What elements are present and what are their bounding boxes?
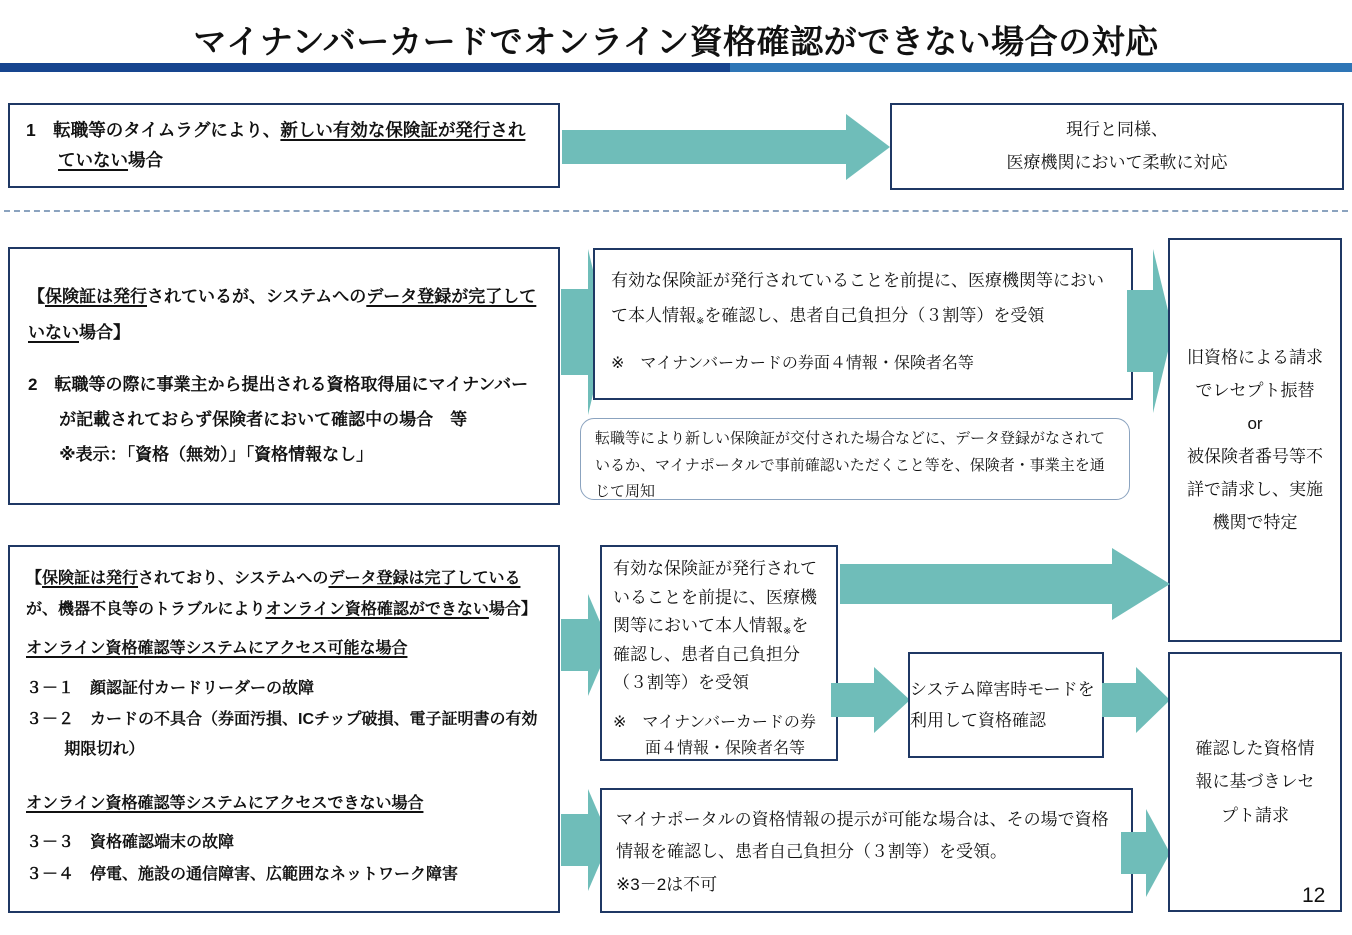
title-underline-bar — [0, 63, 1352, 72]
section-divider-dashed — [4, 210, 1348, 212]
arrow-body — [1102, 683, 1136, 717]
precheck-callout — [580, 418, 1130, 500]
arrow-fallback-to-result3 — [1102, 667, 1170, 733]
case3-item-3-4: ３－４ 停電、施設の通信障害、広範囲なネットワーク障害 — [26, 865, 459, 883]
action3b-box — [600, 788, 1133, 913]
arrow-head — [846, 114, 890, 180]
response1-text: 現行と同様、 医療機関において柔軟に対応 — [1006, 120, 1228, 172]
arrow-head — [874, 667, 910, 733]
case3-item-3-1: ３－１ 顔認証付カードリーダーの故障 — [26, 679, 315, 697]
result2-text: 旧資格による請求でレセプト振替 or 被保険者番号等不詳で請求し、実施機関で特定 — [1187, 347, 1323, 533]
arrow-head — [1136, 667, 1170, 733]
arrow-action3a-to-fallback — [831, 667, 910, 733]
action3b-note: ※3－2は不可 — [616, 874, 718, 894]
system-failure-mode-box — [908, 652, 1104, 758]
action2-text: 有効な保険証が発行されていることを前提に、医療機関等において本人情報$_※$を確認し、患者自己負担分（３割等）を受領 — [611, 271, 1104, 327]
case2-note: ※表示：「資格（無効）」「資格情報なし」 — [59, 445, 374, 465]
case3-item-3-2: ３－２ カードの不具合（券面汚損、ICチップ破損、電子証明書の有効期限切れ） — [26, 711, 538, 758]
action3a-box — [600, 545, 838, 761]
action3a-note: ※ マイナンバーカードの券面４情報・保険者名等 — [613, 713, 816, 757]
case2-heading: 【保険証は発行されているが、システムへのデータ登録が完了していない場合】 — [28, 287, 537, 342]
case3-box — [8, 545, 560, 913]
system-failure-mode-text: システム障害時モードを利用して資格確認 — [910, 679, 1095, 730]
arrow-action2-to-result2 — [1127, 249, 1173, 413]
arrow-body — [831, 683, 874, 717]
action2-note: ※ マイナンバーカードの券面４情報・保険者名等 — [611, 354, 974, 372]
result3-box — [1168, 652, 1342, 912]
arrow-body — [1121, 832, 1146, 874]
arrow-body — [1127, 290, 1153, 372]
action2-box — [593, 248, 1133, 400]
arrow-body — [561, 814, 588, 866]
arrow-head — [1112, 548, 1170, 620]
arrow-head — [1146, 809, 1170, 897]
arrow-case1-to-response1 — [562, 114, 890, 180]
case3-subcase-a-heading: オンライン資格確認等システムにアクセス可能な場合 — [26, 640, 408, 658]
case1-box — [8, 103, 560, 188]
arrow-body — [561, 619, 588, 671]
case3-item-3-3: ３－３ 資格確認端末の故障 — [26, 833, 235, 851]
result2-box — [1168, 238, 1342, 642]
arrow-body — [840, 564, 1112, 604]
precheck-callout-text: 転職等により新しい保険証が交付された場合などに、データ登録がなされているか、マイナポータルで事前確認いただくこと等を、保険者・事業主を通じて周知 — [595, 430, 1106, 501]
case3-subcase-b-heading: オンライン資格確認等システムにアクセスできない場合 — [26, 794, 424, 812]
arrow-action3a-to-result2 — [840, 548, 1170, 620]
case1-text: 1 転職等のタイムラグにより、新しい有効な保険証が発行されていない場合 — [26, 119, 526, 170]
response1-box — [890, 103, 1344, 190]
page-number: 12 — [1302, 884, 1326, 907]
arrow-body — [562, 130, 846, 164]
arrow-action3b-to-result3 — [1121, 809, 1170, 897]
action3a-text: 有効な保険証が発行されていることを前提に、医療機関等において本人情報$_※$を確認し、患者自己負担分（３割等）を受領 — [613, 559, 817, 693]
slide-title: マイナンバーカードでオンライン資格確認ができない場合の対応 — [193, 23, 1159, 60]
arrow-body — [561, 289, 588, 375]
case2-box — [8, 247, 560, 505]
case2-item: 2 転職等の際に事業主から提出される資格取得届にマイナンバーが記載されておらず保険者において確認中の場合 等 — [28, 375, 529, 430]
case3-heading: 【保険証は発行されており、システムへのデータ登録は完了しているが、機器不良等のトラブルによりオンライン資格確認ができない場合】 — [26, 570, 537, 619]
action3b-text: マイナポータルの資格情報の提示が可能な場合は、その場で資格情報を確認し、患者自己負担分（３割等）を受領。 — [616, 810, 1109, 862]
result3-text: 確認した資格情報に基づきレセプト請求 — [1195, 739, 1315, 825]
